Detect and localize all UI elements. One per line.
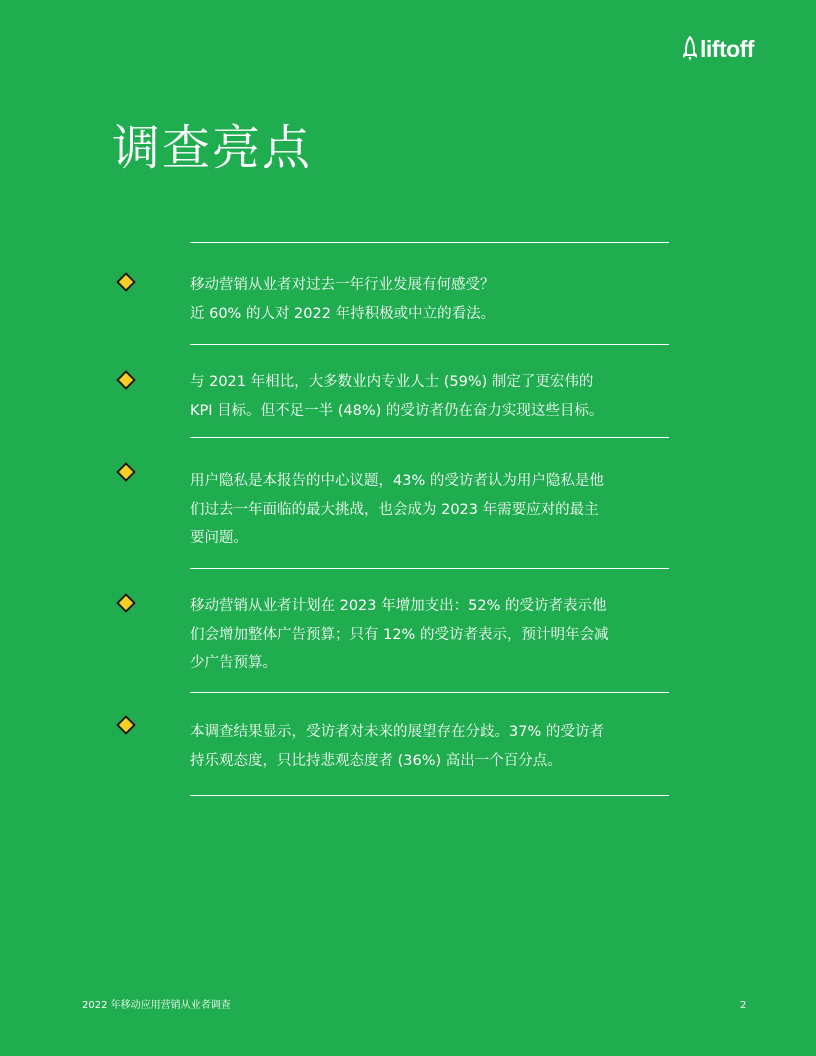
highlight-item	[190, 592, 650, 678]
divider	[190, 344, 669, 345]
highlight-line: 近 60% 的人对 2022 年持积极或中立的看法。	[190, 305, 496, 322]
footer-page-number: 2	[740, 1000, 747, 1011]
highlight-line: 们过去一年面临的最大挑战，也会成为 2023 年需要应对的最主	[190, 501, 599, 518]
brand-name: liftoff	[700, 36, 754, 62]
bullet-diamond-icon	[116, 370, 136, 390]
highlight-line: 们会增加整体广告预算；只有 12% 的受访者表示，预计明年会减	[190, 626, 609, 643]
highlight-item	[190, 467, 650, 553]
highlight-line: 移动营销从业者对过去一年行业发展有何感受？	[190, 277, 495, 293]
highlight-item	[190, 368, 650, 425]
divider	[190, 437, 669, 438]
highlight-line: KPI 目标。但不足一半 (48%) 的受访者仍在奋力实现这些目标。	[190, 402, 604, 419]
highlight-item	[190, 271, 650, 328]
highlight-line: 持乐观态度，只比持悲观态度者 (36%) 高出一个百分点。	[190, 752, 562, 769]
page-title: 调查亮点	[112, 120, 313, 176]
highlight-line: 少广告预算。	[190, 655, 277, 671]
bullet-diamond-icon	[116, 462, 136, 482]
divider	[190, 568, 669, 569]
highlight-line: 要问题。	[190, 530, 248, 546]
highlight-line: 本调查结果显示，受访者对未来的展望存在分歧。37% 的受访者	[190, 724, 604, 740]
highlight-line: 移动营销从业者计划在 2023 年增加支出：52% 的受访者表示他	[190, 598, 607, 614]
highlight-line: 用户隐私是本报告的中心议题，43% 的受访者认为用户隐私是他	[190, 473, 604, 489]
bullet-diamond-icon	[116, 715, 136, 735]
divider	[190, 692, 669, 693]
footer-report-title: 2022 年移动应用营销从业者调查	[82, 1000, 231, 1011]
highlight-item	[190, 718, 650, 775]
bullet-diamond-icon	[116, 272, 136, 292]
divider	[190, 795, 669, 796]
divider	[190, 242, 669, 243]
highlight-line: 与 2021 年相比，大多数业内专业人士 (59%) 制定了更宏伟的	[190, 374, 594, 390]
bullet-diamond-icon	[116, 593, 136, 613]
